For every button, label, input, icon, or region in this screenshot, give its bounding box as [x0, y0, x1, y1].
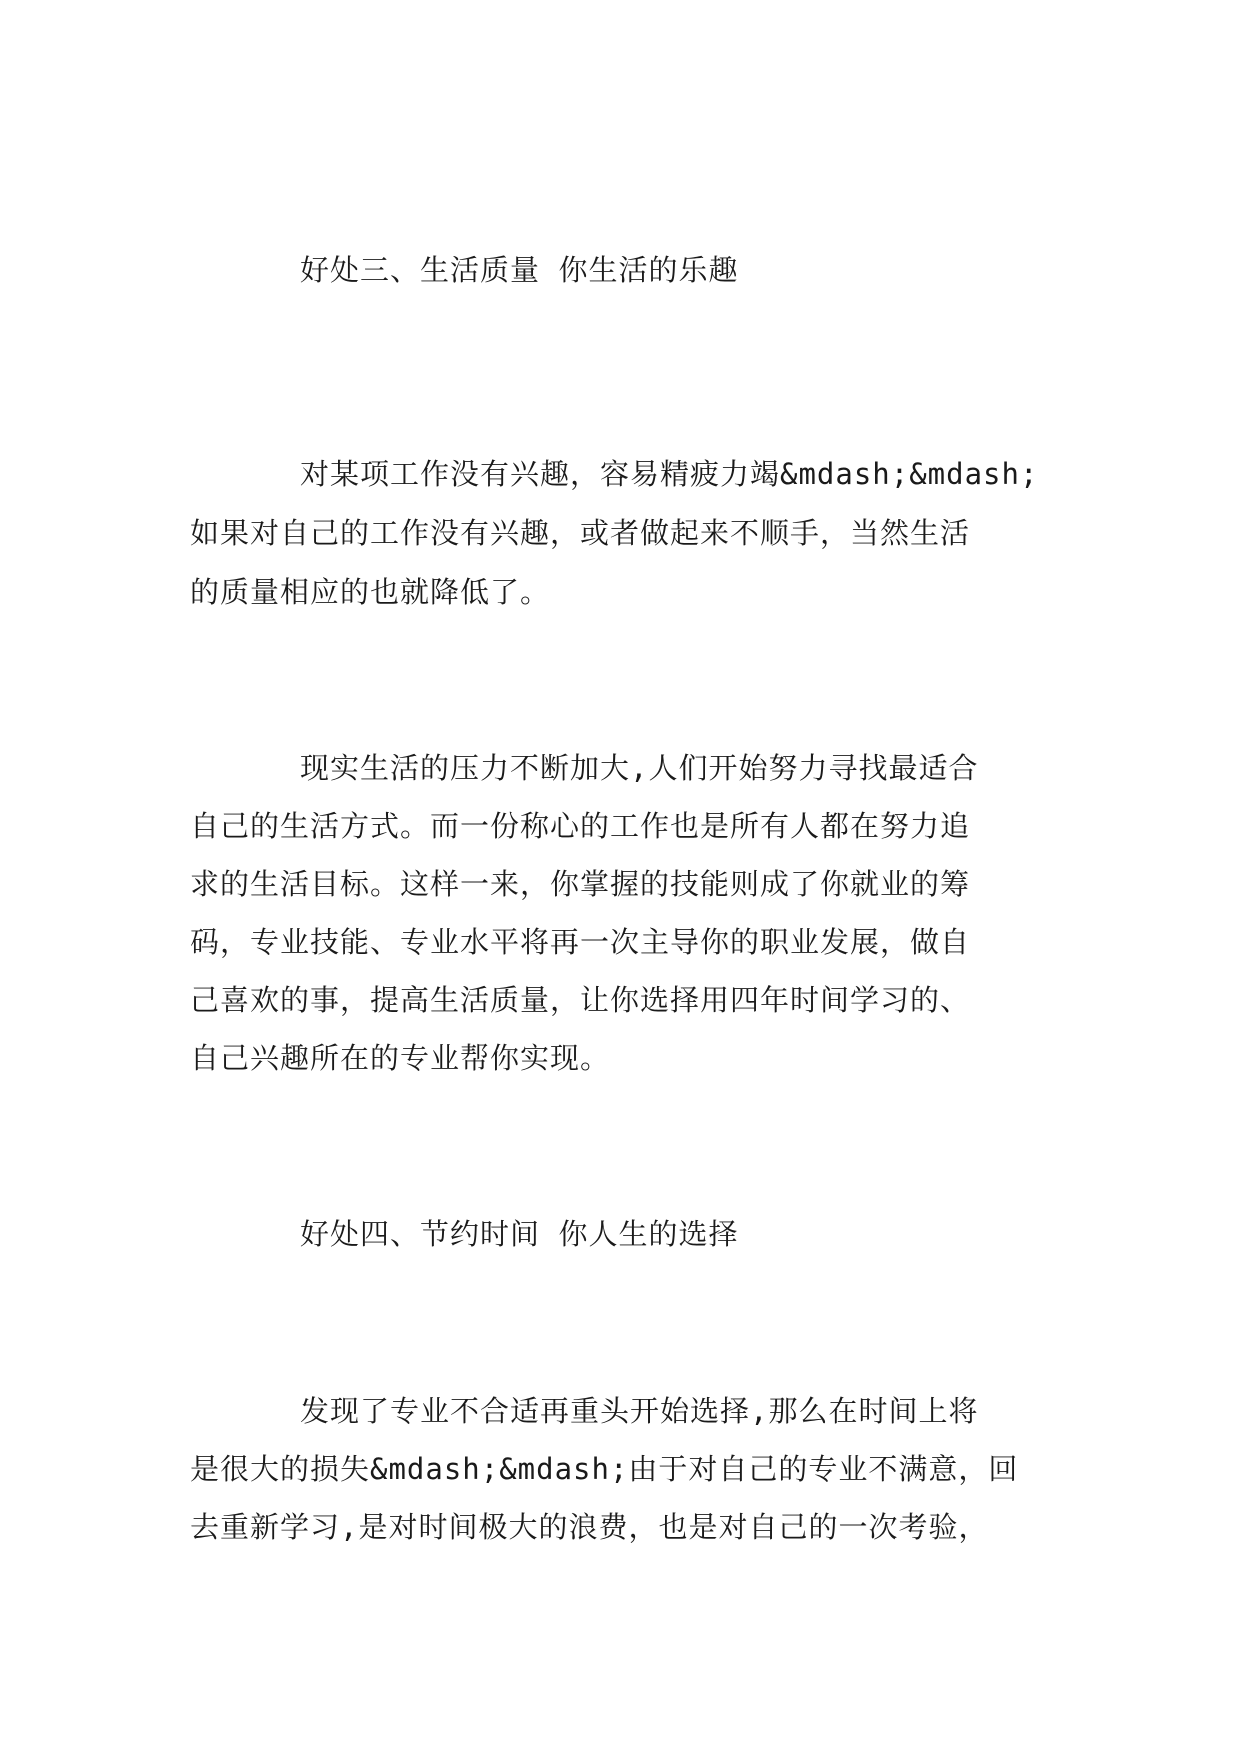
paragraph-line: 是很大的损失&mdash;&mdash;由于对自己的专业不满意，回: [190, 1452, 1019, 1486]
paragraph-line: 发现了专业不合适再重头开始选择,那么在时间上将: [300, 1394, 979, 1428]
paragraph-line: 如果对自己的工作没有兴趣，或者做起来不顺手，当然生活: [190, 516, 971, 550]
section-heading: 好处三、生活质量 你生活的乐趣: [300, 253, 739, 287]
paragraph-line: 自己兴趣所在的专业帮你实现。: [190, 1041, 611, 1075]
paragraph-line: 求的生活目标。这样一来，你掌握的技能则成了你就业的筹: [190, 867, 971, 901]
paragraph-line: 现实生活的压力不断加大,人们开始努力寻找最适合: [300, 751, 979, 785]
paragraph-line: 己喜欢的事，提高生活质量，让你选择用四年时间学习的、: [190, 983, 971, 1017]
paragraph-line: 的质量相应的也就降低了。: [190, 575, 551, 609]
paragraph-line: 自己的生活方式。而一份称心的工作也是所有人都在努力追: [190, 809, 971, 843]
section-heading: 好处四、节约时间 你人生的选择: [300, 1217, 739, 1251]
paragraph-line: 对某项工作没有兴趣，容易精疲力竭&mdash;&mdash;: [300, 457, 1039, 491]
paragraph-line: 去重新学习,是对时间极大的浪费，也是对自己的一次考验，: [190, 1510, 989, 1544]
paragraph-line: 码，专业技能、专业水平将再一次主导你的职业发展，做自: [190, 925, 971, 959]
